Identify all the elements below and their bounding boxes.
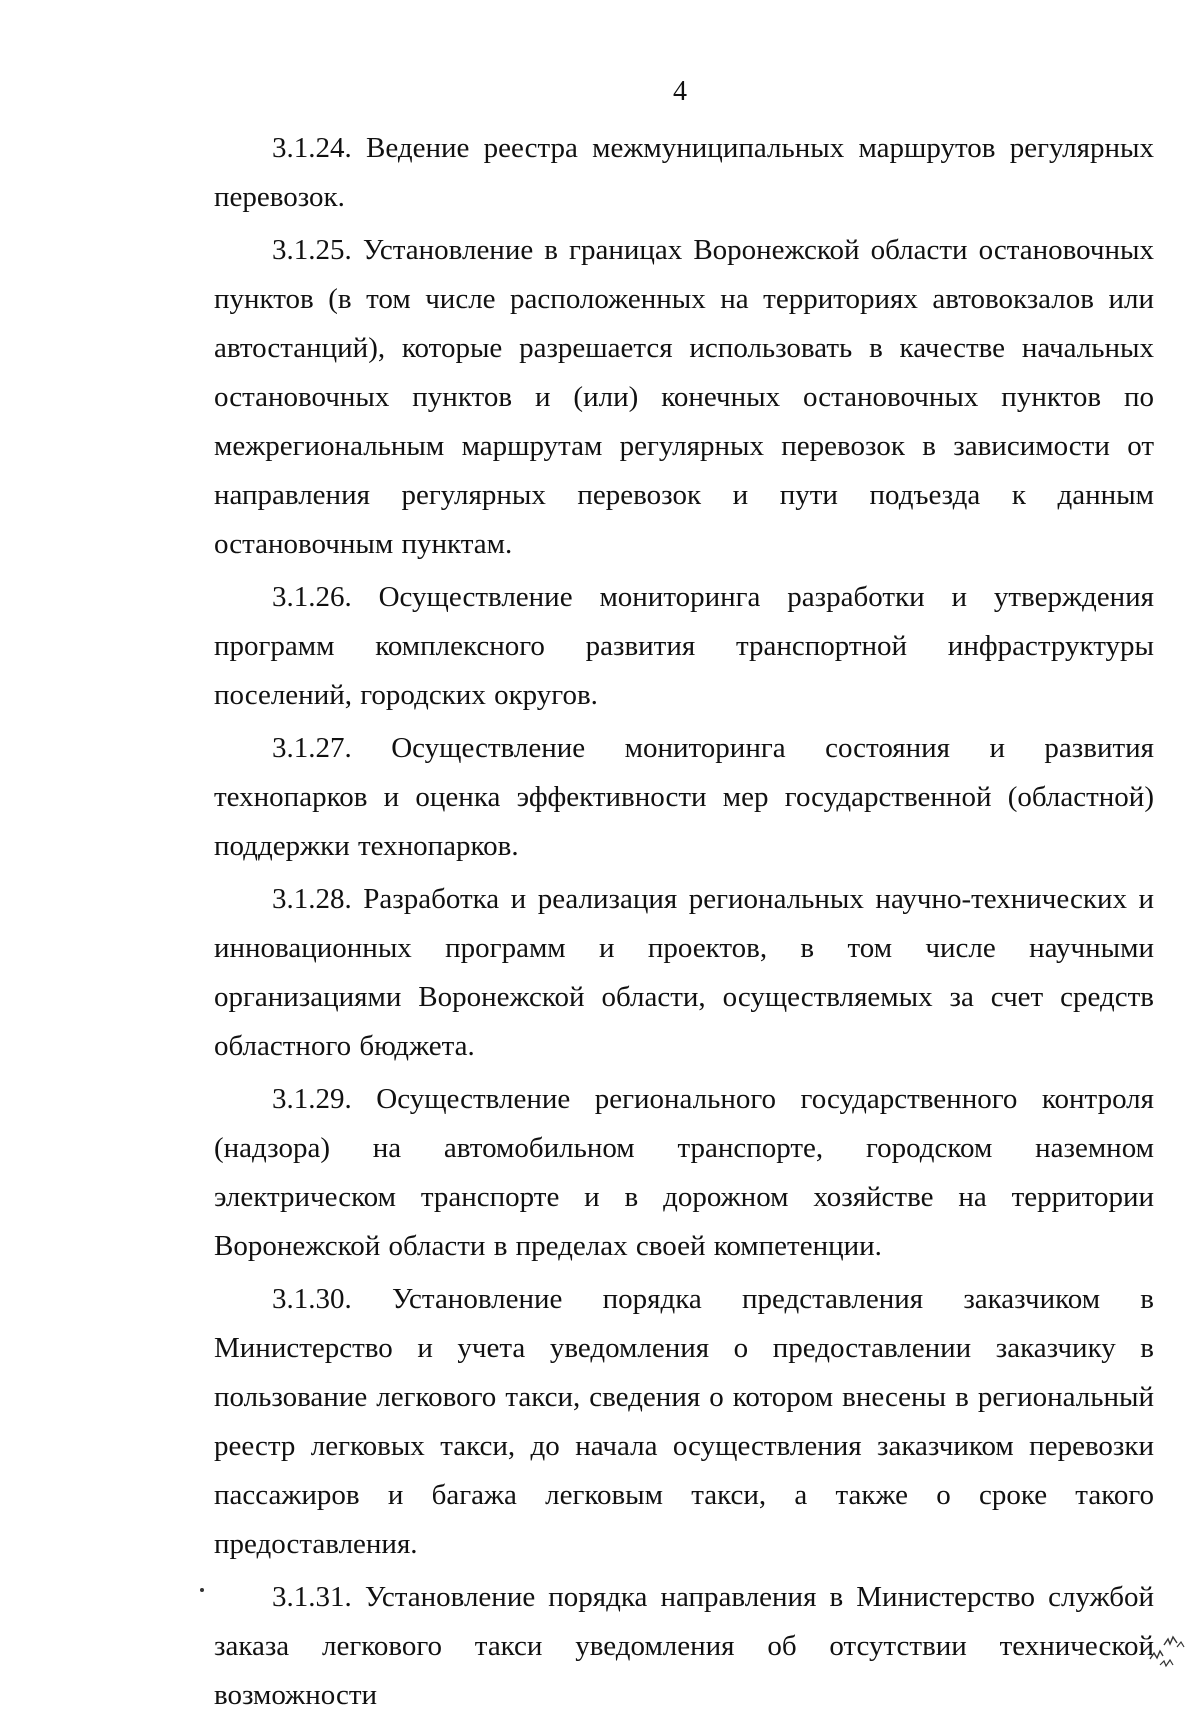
initials-mark-icon	[1144, 1625, 1190, 1671]
paragraph-3-1-26: 3.1.26. Осуществление мониторинга разработки и утверждения программ комплексного развития транспортной инфраструктуры поселений, городских округов.	[214, 581, 1154, 711]
paragraph-3-1-27: 3.1.27. Осуществление мониторинга состояния и развития технопарков и оценка эффективности мер государственной (областной) поддержки технопарков.	[214, 732, 1154, 862]
paragraph-3-1-24: 3.1.24. Ведение реестра межмуниципальных маршрутов регулярных перевозок.	[214, 132, 1154, 213]
paragraph-3-1-28: 3.1.28. Разработка и реализация региональных научно-технических и инновационных программ и проектов, в том числе научными организациями Воронежской области, осуществляемых за счет средств областного бюджета.	[214, 883, 1154, 1062]
stray-dot	[200, 1588, 204, 1592]
paragraph-3-1-29: 3.1.29. Осуществление регионального государственного контроля (надзора) на автомобильном транспорте, городском наземном электрическом транспорте и в дорожном хозяйстве на территории Воронежской области в пределах своей компетенции.	[214, 1083, 1154, 1262]
paragraph-3-1-30: 3.1.30. Установление порядка представления заказчиком в Министерство и учета уведомления о предоставлении заказчику в пользование легкового такси, сведения о котором внесены в региональный реестр легковых такси, до начала осуществления заказчиком перевозки пассажиров и багажа легковым такси, а также о сроке такого предоставления.	[214, 1283, 1154, 1560]
page-number: 4	[673, 76, 687, 107]
paragraph-3-1-25: 3.1.25. Установление в границах Воронежской области остановочных пунктов (в том числе расположенных на территориях автовокзалов или автостанций), которые разрешается использовать в качестве начальных остановочных пунктов и (или) конечных остановочных пунктов по межрегиональным маршрутам регулярных перевозок в зависимости от направления регулярных перевозок и пути подъезда к данным остановочным пунктам.	[214, 234, 1154, 560]
document-body	[214, 124, 1154, 1724]
paragraph-3-1-31: 3.1.31. Установление порядка направления в Министерство службой заказа легкового такси уведомления об отсутствии технической возможности	[214, 1581, 1154, 1711]
